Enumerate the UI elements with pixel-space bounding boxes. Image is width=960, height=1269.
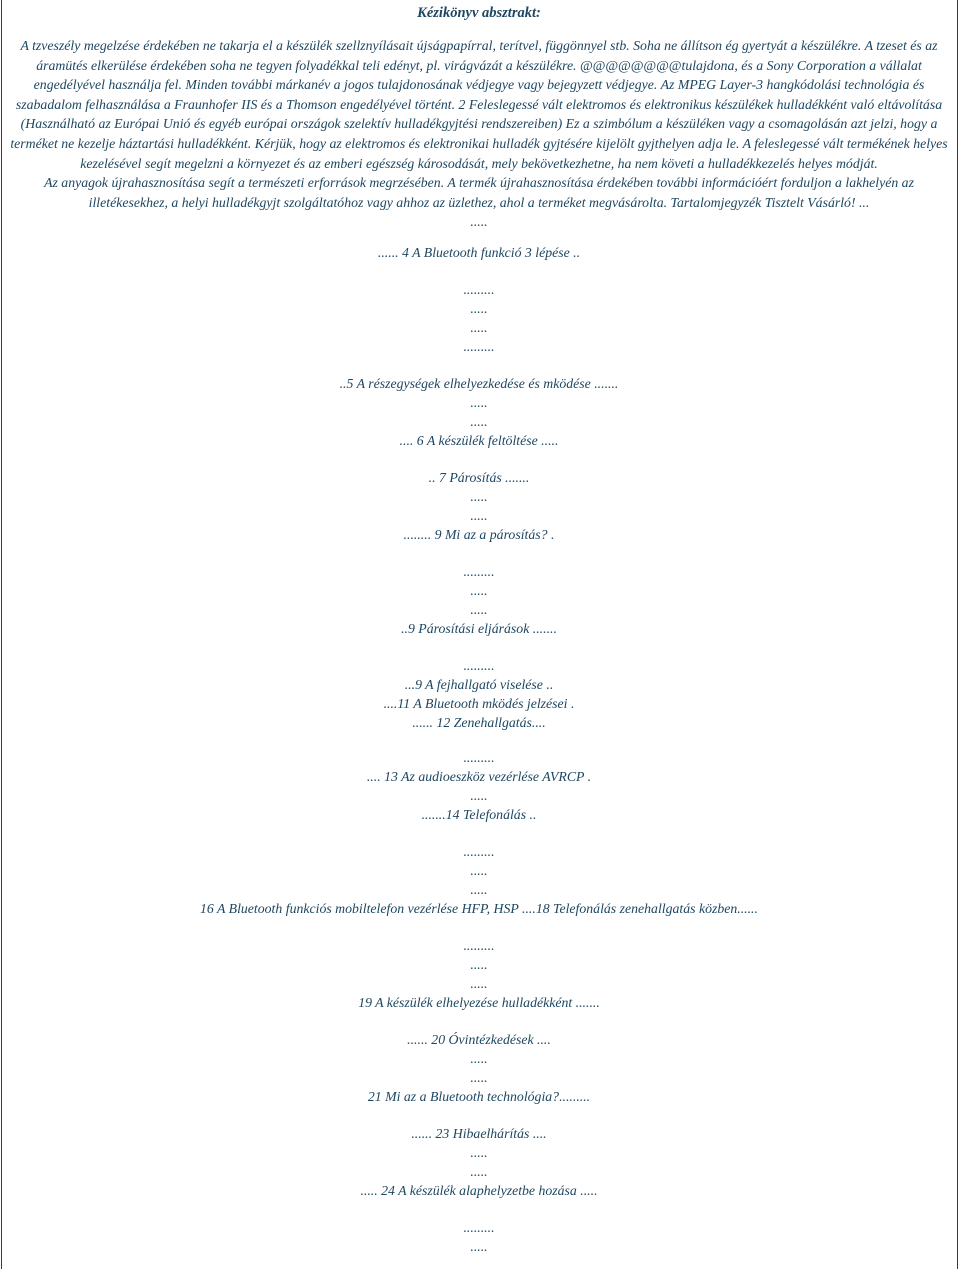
toc-entry: ..5 A részegységek elhelyezkedése és mködése .......	[339, 376, 619, 392]
toc-entry: .....	[470, 957, 488, 973]
table-of-contents	[4, 212, 954, 1256]
toc-entry: .... 6 A készülék feltöltése .....	[399, 433, 559, 449]
toc-entry: .........	[463, 750, 495, 766]
toc-entry: .....	[470, 976, 488, 992]
toc-entry: .........	[463, 844, 495, 860]
toc-entry: .....	[470, 1070, 488, 1086]
intro-text	[4, 36, 954, 212]
toc-entry: .....	[470, 320, 488, 336]
toc-entry: ....11 A Bluetooth mködés jelzései .	[383, 696, 575, 712]
document-page	[4, 0, 954, 1269]
toc-entry: .....	[470, 489, 488, 505]
toc-entry: ...... 23 Hibaelhárítás ....	[411, 1126, 547, 1142]
toc-entry: ..9 Párosítási eljárások .......	[401, 621, 557, 637]
toc-entry: .........	[463, 564, 495, 580]
toc-entry: .....	[470, 1145, 488, 1161]
toc-entry: .....	[470, 395, 488, 411]
toc-entry: ...... 12 Zenehallgatás....	[412, 715, 546, 731]
toc-entry: .... 13 Az audioeszköz vezérlése AVRCP .	[366, 769, 592, 785]
toc-entry: 21 Mi az a Bluetooth technológia?.........	[367, 1089, 591, 1105]
toc-entry: ..... 24 A készülék alaphelyzetbe hozása .....	[360, 1183, 598, 1199]
toc-entry: .........	[463, 339, 495, 355]
toc-entry: 19 A készülék elhelyezése hulladékként .......	[358, 995, 600, 1011]
toc-entry: .....	[470, 602, 488, 618]
toc-entry: .....	[470, 301, 488, 317]
toc-entry: ...9 A fejhallgató viselése ..	[404, 677, 554, 693]
document-title: Kézikönyv absztrakt:	[417, 5, 541, 21]
toc-entry: ...... 4 A Bluetooth funkció 3 lépése ..	[377, 245, 581, 261]
toc-entry: .........	[463, 658, 495, 674]
toc-entry: .........	[463, 1220, 495, 1236]
toc-entry: .....	[470, 214, 488, 230]
toc-entry: .....	[470, 1051, 488, 1067]
toc-entry: .....	[470, 1239, 488, 1255]
toc-entry: .....	[470, 414, 488, 430]
toc-entry: .. 7 Párosítás .......	[428, 470, 530, 486]
toc-entry: .....	[470, 882, 488, 898]
toc-entry: ...... 20 Óvintézkedések ....	[407, 1032, 551, 1048]
toc-entry: .....	[470, 508, 488, 524]
toc-entry: ........ 9 Mi az a párosítás? .	[403, 527, 555, 543]
toc-entry: .......14 Telefonálás ..	[421, 807, 537, 823]
page-border-right	[957, 0, 958, 1269]
page-border-left	[1, 0, 2, 1269]
toc-entry: .....	[470, 788, 488, 804]
toc-entry: .....	[470, 863, 488, 879]
toc-entry: .....	[470, 1164, 488, 1180]
toc-entry: .........	[463, 938, 495, 954]
intro-paragraph: Az anyagok újrahasznosítása segít a természeti erforrások megrzésében. A termék újrahasznosítása érdekében további információért forduljon a lakhelyén az illetékesekhez, a helyi hulladékgyjt szolgáltatóhoz vagy ahhoz az üzlethez, ahol a terméket megvásárolta. Tartalomjegyzék Tisztelt Vásárló! ...	[44, 175, 914, 210]
toc-entry: .....	[470, 583, 488, 599]
toc-entry: 16 A Bluetooth funkciós mobiltelefon vezérlése HFP, HSP ....18 Telefonálás zenehallgatás közben......	[200, 901, 758, 917]
toc-entry: .........	[463, 282, 495, 298]
intro-paragraph: A tzveszély megelzése érdekében ne takarja el a készülék szellznyílásait újságpapírral, terítvel, függönnyel stb. Soha ne állítson ég gyertyát a készülékre. A tzeset és az áramütés elkerülése érdekében soha ne tegyen folyadékkal teli edényt, pl. virágvázát a készülékre. @@@@@@@@tulajdona, és a Sony Corporation a vállalat engedélyével használja fel. Minden további márkanév a jogos tulajdonosának védjegye vagy bejegyzett védjegye. Az MPEG Layer-3 hangkódolási technológia és szabadalom felhasználása a Fraunhofer IIS és a Thomson engedélyével történt. 2 Feleslegessé vált elektromos és elektronikus készülékek hulladékként való eltávolítása (Használható az Európai Unió és egyéb európai országok szelektív hulladékgyjtési rendszereiben) Ez a szimbólum a készüléken vagy a csomagolásán azt jelzi, hogy a terméket ne kezelje háztartási hulladékként. Kérjük, hogy az elektromos és elektronikai hulladék gyjtésére kijelölt gyjthelyen adja le. A feleslegessé vált termékének helyes kezelésével segít megelzni a környezet és az emberi egészség károsodását, mely bekövetkezhetne, ha nem követi a hulladékkezelés helyes módját.	[10, 38, 948, 171]
